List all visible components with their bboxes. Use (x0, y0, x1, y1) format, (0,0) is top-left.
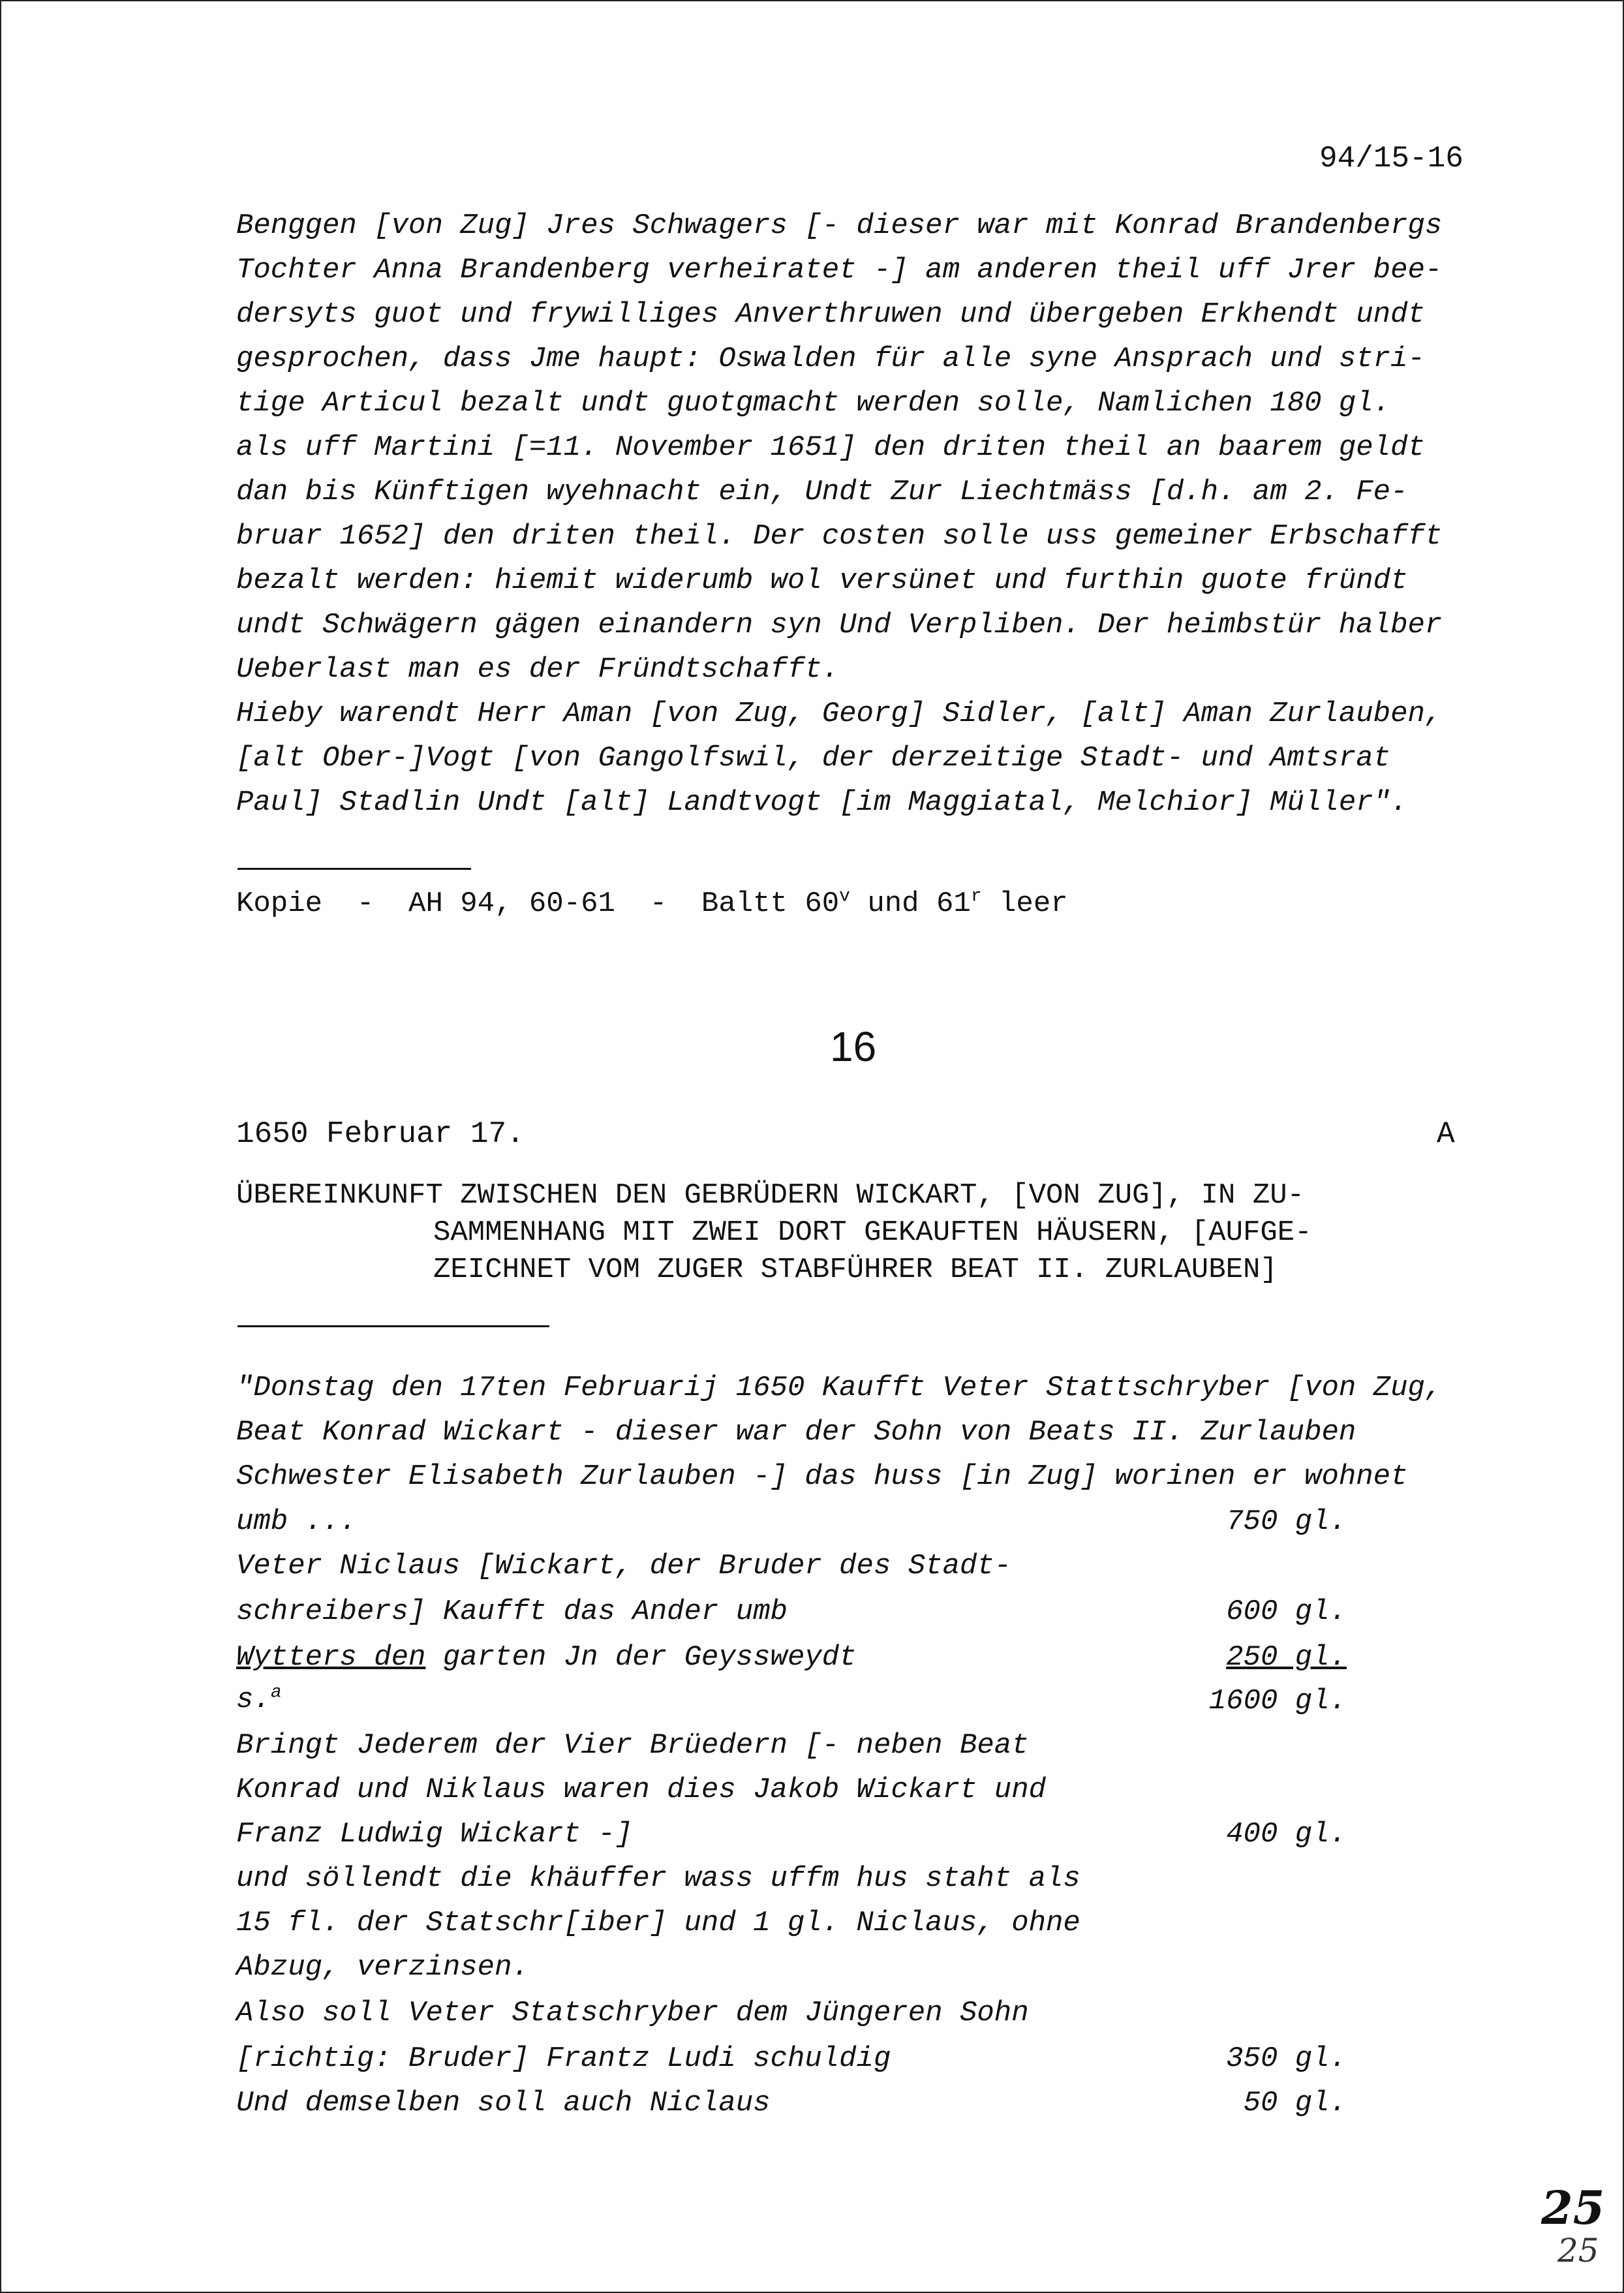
text-line: dan bis Künftigen wyehnacht ein, Undt Zur Liechtmäss [d.h. am 2. Fe- (236, 476, 1408, 508)
text-line: Hieby warendt Herr Aman [von Zug, Georg] Sidler, [alt] Aman Zurlauben, (236, 698, 1443, 730)
ledger-amount: 400 gl. (1226, 1818, 1347, 1851)
text-line: bruar 1652] den driten theil. Der costen solle uss gemeiner Erbschafft (236, 520, 1443, 553)
ledger-total: 1600 gl. (1208, 1685, 1347, 1717)
text-line: undt Schwägern gägen einandern syn Und Verpliben. Der heimbstür halber (236, 609, 1443, 641)
text-line: tige Articul bezalt undt guotgmacht werden solle, Namlichen 180 gl. (236, 387, 1391, 420)
ledger-text: Wytters den garten Jn der Geyssweydt (236, 1641, 857, 1674)
ledger-text: schreibers] Kaufft das Ander umb (236, 1595, 788, 1628)
ledger-text: [richtig: Bruder] Frantz Ludi schuldig (236, 2042, 891, 2075)
section-divider (237, 1325, 549, 1327)
text-line: bezalt werden: hiemit widerumb wol versünet und furthin guote fründt (236, 564, 1408, 597)
text-line: gesprochen, dass Jme haupt: Oswalden für alle syne Ansprach und stri- (236, 343, 1425, 375)
ledger-amount: 350 gl. (1226, 2042, 1347, 2075)
text-line: Schwester Elisabeth Zurlauben -] das huss [in Zug] worinen er wohnet (236, 1460, 1408, 1493)
ledger-text: Veter Niclaus [Wickart, der Bruder des Stadt- (236, 1550, 1012, 1582)
ledger-amount: 600 gl. (1226, 1595, 1347, 1628)
text-line: dersyts guot und frywilliges Anverthruwen und übergeben Erkhendt undt (236, 298, 1425, 331)
text-line: [alt Ober-]Vogt [von Gangolfswil, der derzeitige Stadt- und Amtsrat (236, 742, 1391, 775)
ledger-text: und söllendt die khäuffer wass uffm hus staht als (236, 1862, 1080, 1895)
ledger-text: Bringt Jederem der Vier Brüedern [- neben Beat (236, 1729, 1029, 1762)
text-line: Benggen [von Zug] Jres Schwagers [- dieser war mit Konrad Brandenbergs (236, 209, 1443, 242)
ledger-text: Konrad und Niklaus waren dies Jakob Wickart und (236, 1774, 1047, 1806)
document-title-line: ÜBEREINKUNFT ZWISCHEN DEN GEBRÜDERN WICKART, [VON ZUG], IN ZU- (236, 1179, 1305, 1212)
ledger-amount: 750 gl. (1226, 1505, 1347, 1538)
ledger-text: Also soll Veter Statschryber dem Jüngeren Sohn (236, 1997, 1029, 2029)
handwritten-folio-number: 25 (1541, 2181, 1605, 2235)
source-note: Kopie - AH 94, 60-61 - Baltt 60$^v$ und 61$^r$ leer (236, 886, 1068, 920)
handwritten-folio-number: 25 (1557, 2232, 1599, 2270)
text-line: als uff Martini [=11. November 1651] den driten theil an baarem geldt (236, 431, 1425, 464)
ledger-text: umb ... (236, 1505, 357, 1538)
document-date: 1650 Februar 17. (236, 1117, 525, 1151)
ledger-text: 15 fl. der Statschr[iber] und 1 gl. Niclaus, ohne (236, 1907, 1080, 1939)
section-divider (237, 868, 471, 870)
text-line: Paul] Stadlin Undt [alt] Landtvogt [im Maggiatal, Melchior] Müller". (236, 786, 1408, 819)
text-line: "Donstag den 17ten Februarij 1650 Kaufft Veter Stattschryber [von Zug, (236, 1372, 1443, 1404)
document-type: A (1437, 1117, 1455, 1151)
ledger-amount: 50 gl. (1243, 2087, 1347, 2119)
ledger-text: Abzug, verzinsen. (236, 1951, 529, 1984)
page-reference: 94/15-16 (1319, 142, 1463, 176)
ledger-text: Franz Ludwig Wickart -] (236, 1818, 633, 1851)
ledger-amount: 250 gl. (1226, 1641, 1347, 1674)
text-line: Beat Konrad Wickart - dieser war der Sohn von Beats II. Zurlauben (236, 1416, 1356, 1449)
document-title-line: SAMMENHANG MIT ZWEI DORT GEKAUFTEN HÄUSERN, [AUFGE- (433, 1216, 1312, 1249)
ledger-text: s.$^a$ (236, 1682, 282, 1716)
text-line: Ueberlast man es der Fründtschafft. (236, 653, 840, 686)
ledger-text: Und demselben soll auch Niclaus (236, 2087, 771, 2119)
document-number: 16 (830, 1023, 877, 1070)
document-title-line: ZEICHNET VOM ZUGER STABFÜHRER BEAT II. ZURLAUBEN] (433, 1254, 1278, 1286)
text-line: Tochter Anna Brandenberg verheiratet -] am anderen theil uff Jrer bee- (236, 254, 1443, 286)
